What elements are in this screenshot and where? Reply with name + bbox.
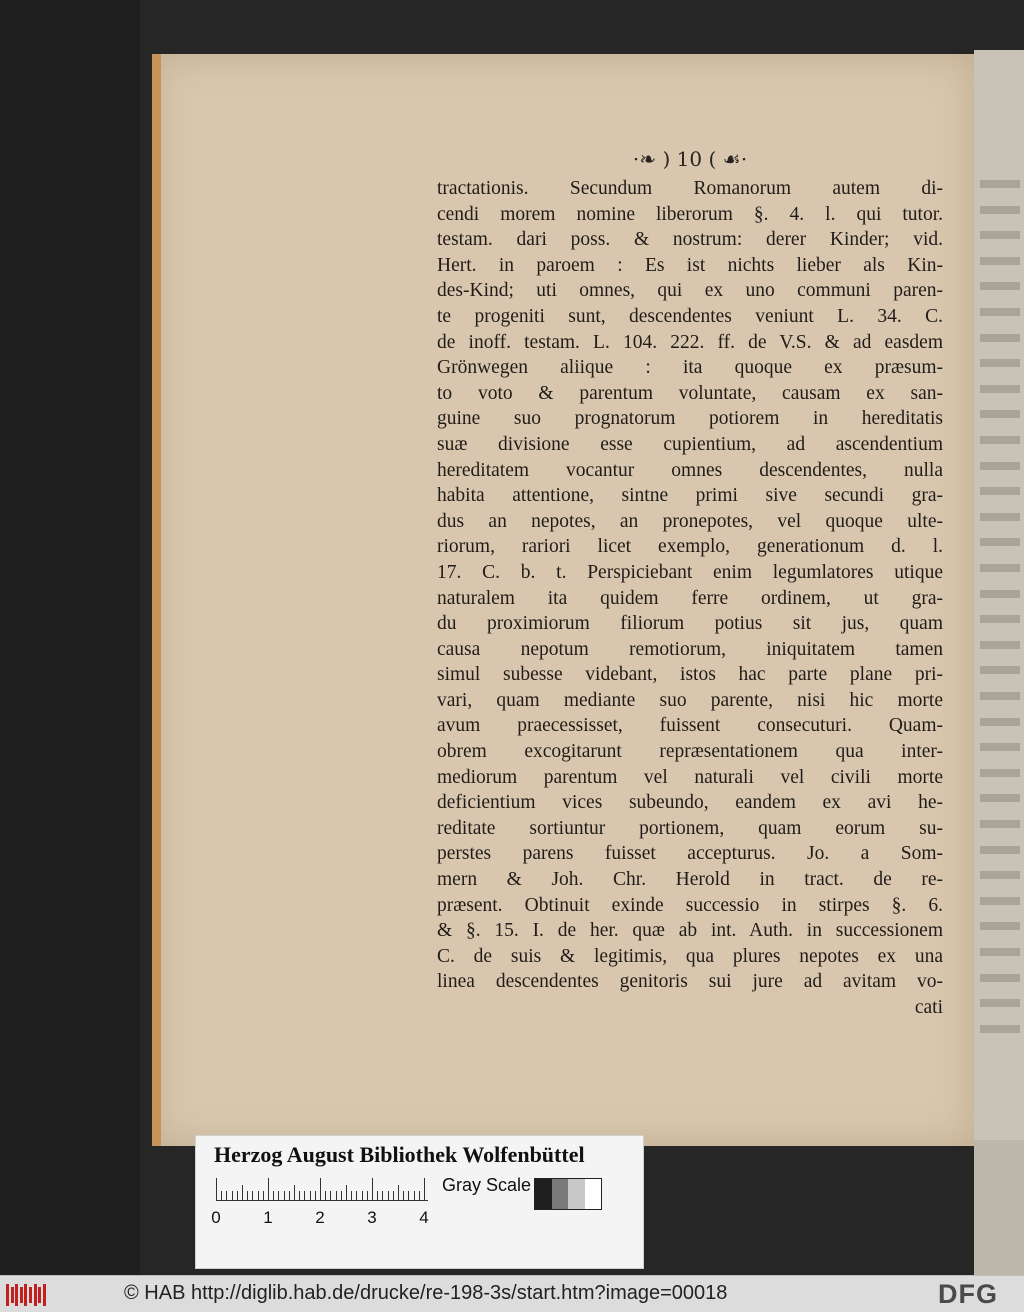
ruler-tick xyxy=(289,1191,290,1200)
ruler-tick xyxy=(247,1191,248,1200)
logo-bar xyxy=(24,1284,27,1306)
gray-scale-label: Gray Scale xyxy=(442,1175,532,1195)
neighbor-ghost-line xyxy=(980,180,1020,188)
ruler-tick xyxy=(351,1191,352,1200)
ruler-tick xyxy=(398,1185,399,1200)
neighbor-ghost-line xyxy=(980,922,1020,930)
neighbor-ghost-line xyxy=(980,564,1020,572)
text-line: avum praecessisset, fuissent consecuturi. Quam- xyxy=(437,715,943,737)
text-line: 17. C. b. t. Perspiciebant enim legumlatores utique xyxy=(437,561,943,583)
ruler-tick xyxy=(424,1178,425,1200)
text-line: obrem excogitarunt repræsentationem qua inter- xyxy=(437,741,943,763)
ruler-tick xyxy=(278,1191,279,1200)
ruler-tick xyxy=(310,1191,311,1200)
ruler-tick xyxy=(242,1185,243,1200)
text-line: mediorum parentum vel naturali vel civili morte xyxy=(437,766,943,788)
gray-swatch xyxy=(535,1179,552,1209)
ruler-tick xyxy=(273,1191,274,1200)
ruler-tick xyxy=(330,1191,331,1200)
neighbor-ghost-line xyxy=(980,282,1020,290)
logo-bar xyxy=(43,1284,46,1306)
scan-backdrop-left xyxy=(0,0,140,1275)
ruler-number: 3 xyxy=(367,1208,377,1227)
text-line: perstes parens fuisset accepturus. Jo. a Som- xyxy=(437,843,943,865)
ruler-tick xyxy=(362,1191,363,1200)
neighbor-ghost-line xyxy=(980,1025,1020,1033)
ruler-number: 0 xyxy=(211,1208,221,1227)
text-line: du proximiorum filiorum potius sit jus, quam xyxy=(437,613,943,635)
footer-copyright-link[interactable]: © HAB http://diglib.hab.de/drucke/re-198-3s/start.htm?image=00018 xyxy=(124,1282,728,1304)
ruler-tick xyxy=(408,1191,409,1200)
ruler-tick xyxy=(299,1191,300,1200)
ruler-tick xyxy=(284,1191,285,1200)
text-line: C. de suis & legitimis, qua plures nepotes ex una xyxy=(437,945,943,967)
library-name: Herzog August Bibliothek Wolfenbüttel xyxy=(214,1142,585,1167)
neighbor-ghost-line xyxy=(980,948,1020,956)
logo-bar xyxy=(11,1287,14,1303)
neighbor-ghost-line xyxy=(980,590,1020,598)
neighbor-page-lower xyxy=(974,1140,1024,1275)
text-line: Hert. in paroem : Es ist nichts lieber als Kin- xyxy=(437,254,943,276)
ruler-tick xyxy=(403,1191,404,1200)
text-line: Grönwegen aliique : ita quoque ex præsum- xyxy=(437,357,943,379)
text-line: des-Kind; uti omnes, qui ex uno communi paren- xyxy=(437,280,943,302)
neighbor-ghost-line xyxy=(980,615,1020,623)
text-line: riorum, rariori licet exemplo, generationum d. l. xyxy=(437,536,943,558)
neighbor-ghost-line xyxy=(980,794,1020,802)
neighbor-ghost-line xyxy=(980,487,1020,495)
text-line: mern & Joh. Chr. Herold in tract. de re- xyxy=(437,869,943,891)
footer-bar xyxy=(0,1275,1024,1312)
logo-bar xyxy=(34,1284,37,1306)
page-number-header: ⋅❧ ) 10 ( ☙⋅ xyxy=(632,147,748,171)
ruler-tick xyxy=(237,1191,238,1200)
text-line: dus an nepotes, an pronepotes, vel quoque ulte- xyxy=(437,510,943,532)
ruler-number: 4 xyxy=(419,1208,429,1227)
neighbor-ghost-line xyxy=(980,692,1020,700)
neighbor-ghost-line xyxy=(980,334,1020,342)
neighbor-ghost-line xyxy=(980,385,1020,393)
text-line: præsent. Obtinuit exinde successio in stirpes §. 6. xyxy=(437,894,943,916)
neighbor-ghost-line xyxy=(980,308,1020,316)
text-line: causa nepotum remotiorum, iniquitatem tamen xyxy=(437,638,943,660)
ruler-tick xyxy=(346,1185,347,1200)
ruler xyxy=(216,1176,428,1201)
gray-swatch xyxy=(585,1179,602,1209)
text-line: hereditatem vocantur omnes descendentes, nulla xyxy=(437,459,943,481)
neighbor-ghost-line xyxy=(980,666,1020,674)
text-line: habita attentione, sintne primi sive secundi gra- xyxy=(437,485,943,507)
text-line: cati xyxy=(914,997,943,1018)
page-edge xyxy=(152,54,161,1146)
ruler-tick xyxy=(221,1191,222,1200)
ruler-tick xyxy=(336,1191,337,1200)
ruler-number: 1 xyxy=(263,1208,273,1227)
text-line: vari, quam mediante suo parente, nisi hic morte xyxy=(437,689,943,711)
neighbor-ghost-line xyxy=(980,513,1020,521)
text-line: deficientium vices subeundo, eandem ex avi he- xyxy=(437,792,943,814)
text-line: tractationis. Secundum Romanorum autem di- xyxy=(437,178,943,199)
neighbor-ghost-line xyxy=(980,999,1020,1007)
ruler-tick xyxy=(232,1191,233,1200)
text-line: & §. 15. I. de her. quæ ab int. Auth. in successionem xyxy=(437,920,943,942)
ruler-tick xyxy=(325,1191,326,1200)
ruler-tick xyxy=(388,1191,389,1200)
text-line: te progeniti sunt, descendentes veniunt L. 34. C. xyxy=(437,305,943,327)
neighbor-ghost-line xyxy=(980,974,1020,982)
neighbor-ghost-line xyxy=(980,231,1020,239)
logo-bar xyxy=(6,1284,9,1306)
ruler-tick xyxy=(258,1191,259,1200)
neighbor-ghost-line xyxy=(980,846,1020,854)
page-text xyxy=(437,176,943,1021)
logo-bar xyxy=(15,1284,18,1306)
text-line: simul subesse videbant, istos hac parte plane pri- xyxy=(437,664,943,686)
logo-bar xyxy=(20,1287,23,1303)
ruler-tick xyxy=(367,1191,368,1200)
neighbor-ghost-line xyxy=(980,743,1020,751)
text-line: to voto & parentum voluntate, causam ex san- xyxy=(437,382,943,404)
logo-bar xyxy=(38,1287,41,1303)
ruler-tick xyxy=(382,1191,383,1200)
dfg-logo: DFG xyxy=(938,1279,998,1309)
ruler-tick xyxy=(356,1191,357,1200)
ruler-tick xyxy=(414,1191,415,1200)
neighbor-ghost-line xyxy=(980,820,1020,828)
neighbor-ghost-line xyxy=(980,257,1020,265)
ruler-tick xyxy=(372,1178,373,1200)
ruler-tick xyxy=(263,1191,264,1200)
hab-logo-icon xyxy=(6,1284,48,1306)
ruler-tick xyxy=(216,1178,217,1200)
neighbor-ghost-line xyxy=(980,462,1020,470)
ruler-tick xyxy=(315,1191,316,1200)
gray-scale-swatches xyxy=(534,1178,602,1210)
neighbor-ghost-line xyxy=(980,871,1020,879)
text-line: reditate sortiuntur portionem, quam eorum su- xyxy=(437,817,943,839)
neighbor-page xyxy=(974,50,1024,1140)
text-line: testam. dari poss. & nostrum: derer Kinder; vid. xyxy=(437,229,943,251)
ruler-tick xyxy=(268,1178,269,1200)
text-line: de inoff. testam. L. 104. 222. ff. de V.S. & ad easdem xyxy=(437,331,943,353)
ruler-tick xyxy=(393,1191,394,1200)
ruler-tick xyxy=(226,1191,227,1200)
text-line: naturalem ita quidem ferre ordinem, ut gra- xyxy=(437,587,943,609)
neighbor-ghost-line xyxy=(980,206,1020,214)
neighbor-ghost-line xyxy=(980,410,1020,418)
neighbor-ghost-line xyxy=(980,718,1020,726)
text-line: cendi morem nomine liberorum §. 4. l. qui tutor. xyxy=(437,203,943,225)
ruler-tick xyxy=(341,1191,342,1200)
gray-swatch xyxy=(568,1179,585,1209)
neighbor-ghost-line xyxy=(980,538,1020,546)
ruler-number: 2 xyxy=(315,1208,325,1227)
ruler-tick xyxy=(304,1191,305,1200)
ruler-tick xyxy=(419,1191,420,1200)
neighbor-ghost-line xyxy=(980,436,1020,444)
neighbor-ghost-line xyxy=(980,769,1020,777)
neighbor-ghost-line xyxy=(980,897,1020,905)
neighbor-ghost-line xyxy=(980,641,1020,649)
gray-swatch xyxy=(552,1179,569,1209)
ruler-tick xyxy=(320,1178,321,1200)
ruler-tick xyxy=(252,1191,253,1200)
color-checker-card xyxy=(195,1135,644,1269)
text-line: linea descendentes genitoris sui jure ad avitam vo- xyxy=(437,971,943,993)
ruler-tick xyxy=(377,1191,378,1200)
logo-bar xyxy=(29,1287,32,1303)
text-line: suæ divisione esse cupientium, ad ascendentium xyxy=(437,433,943,455)
neighbor-ghost-line xyxy=(980,359,1020,367)
text-line: guine suo prognatorum potiorem in hereditatis xyxy=(437,408,943,430)
ruler-tick xyxy=(294,1185,295,1200)
